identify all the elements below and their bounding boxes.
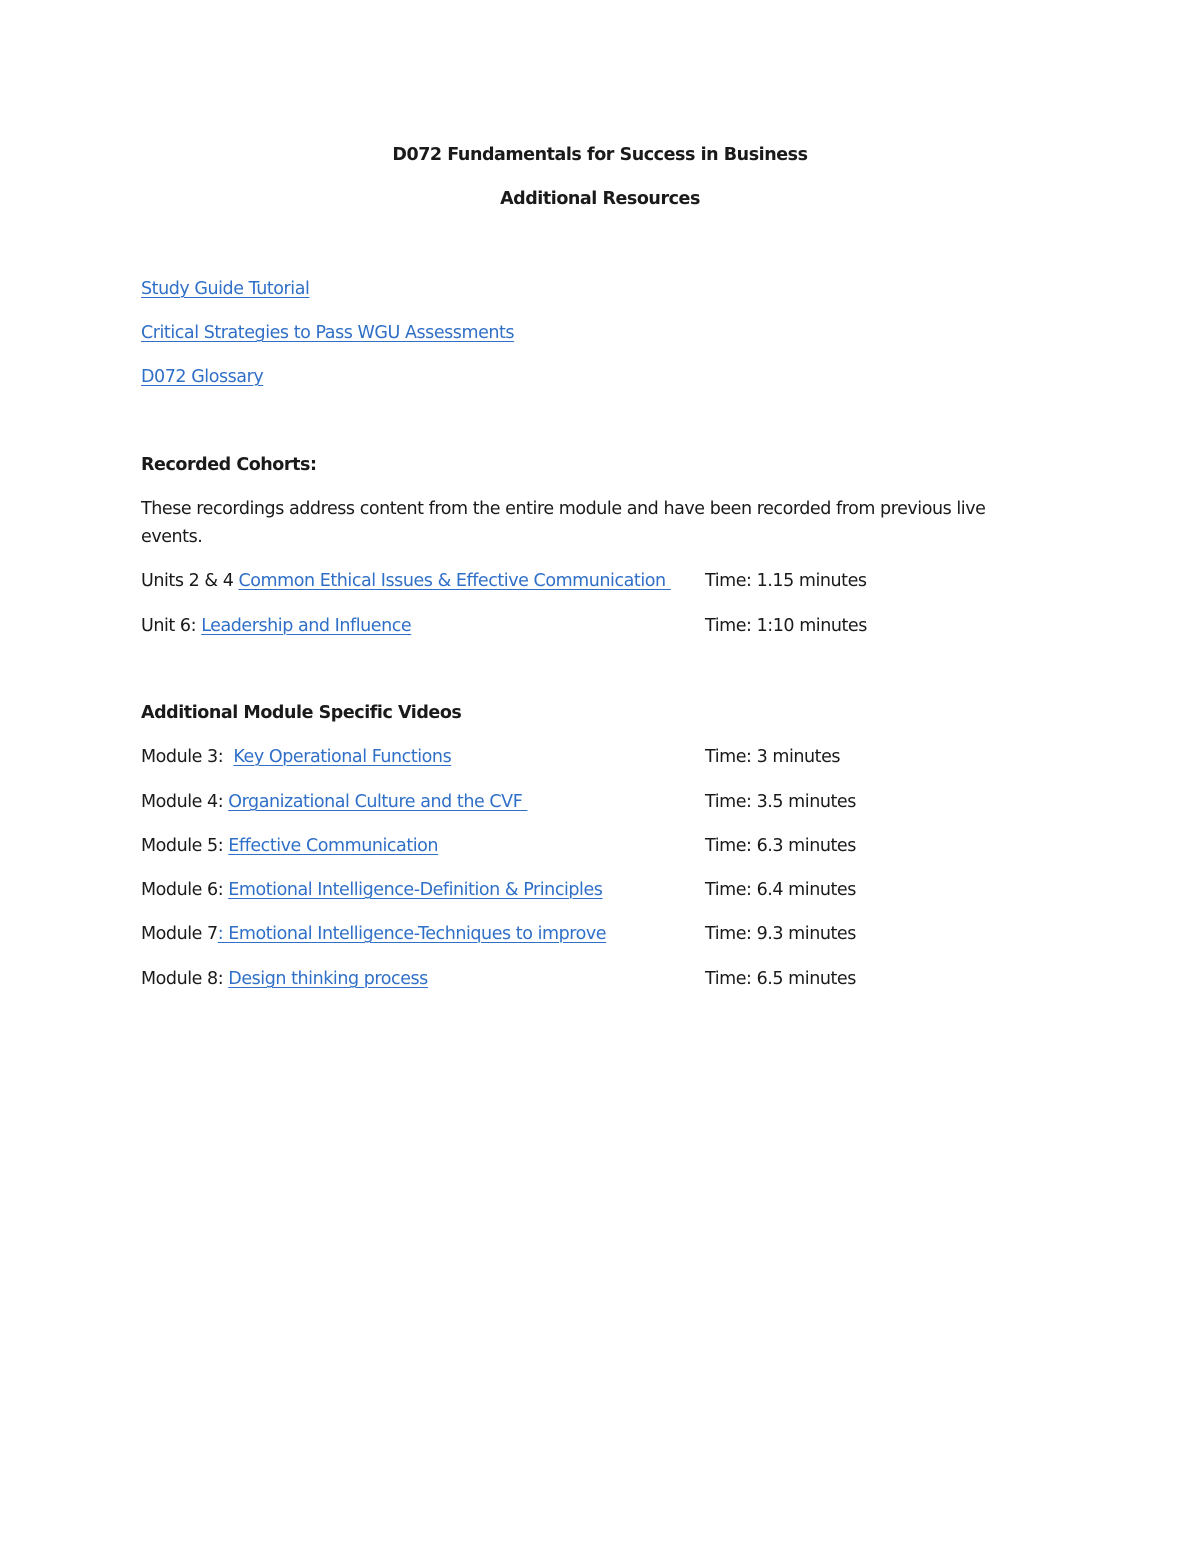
module-link[interactable]: Effective Communication (228, 836, 439, 856)
module-prefix: Module 4: (141, 792, 229, 812)
module-time: Time: 6.5 minutes (705, 969, 856, 989)
cohort-prefix: Units 2 & 4 (141, 571, 239, 591)
cohort-time: Time: 1:10 minutes (705, 616, 867, 636)
module-time: Time: 6.3 minutes (705, 836, 856, 856)
module-row (141, 965, 428, 993)
module-prefix: Module 6: (141, 880, 229, 900)
recorded-cohorts-heading: Recorded Cohorts: (141, 455, 317, 475)
document-title: D072 Fundamentals for Success in Business (392, 145, 808, 165)
module-prefix: Module 7 (141, 924, 218, 944)
module-row (141, 920, 606, 948)
module-link[interactable]: : Emotional Intelligence-Techniques to improve (217, 924, 607, 944)
module-row (141, 743, 451, 771)
module-time: Time: 6.4 minutes (705, 880, 856, 900)
link-text[interactable]: D072 Glossary (141, 367, 264, 387)
module-row (141, 876, 602, 904)
link-glossary[interactable] (141, 363, 263, 391)
cohort-time: Time: 1.15 minutes (705, 571, 867, 591)
module-row (141, 832, 438, 860)
cohort-row (141, 567, 671, 595)
link-text[interactable]: Critical Strategies to Pass WGU Assessments (141, 323, 515, 343)
module-prefix: Module 3: (141, 747, 234, 767)
cohort-link[interactable]: Common Ethical Issues & Effective Communication (238, 571, 671, 591)
cohort-row (141, 612, 411, 640)
module-link[interactable]: Emotional Intelligence-Definition & Principles (228, 880, 603, 900)
cohort-link[interactable]: Leadership and Influence (201, 616, 412, 636)
module-time: Time: 9.3 minutes (705, 924, 856, 944)
module-link[interactable]: Key Operational Functions (233, 747, 452, 767)
link-study-guide-tutorial[interactable] (141, 275, 309, 303)
module-link[interactable]: Organizational Culture and the CVF (228, 792, 528, 812)
module-prefix: Module 5: (141, 836, 229, 856)
module-time: Time: 3 minutes (705, 747, 841, 767)
module-prefix: Module 8: (141, 969, 229, 989)
link-critical-strategies[interactable] (141, 319, 514, 347)
module-videos-heading: Additional Module Specific Videos (141, 703, 462, 723)
module-row (141, 788, 527, 816)
module-time: Time: 3.5 minutes (705, 792, 856, 812)
document-subtitle: Additional Resources (500, 189, 700, 209)
link-text[interactable]: Study Guide Tutorial (141, 279, 310, 299)
recorded-cohorts-description: These recordings address content from the entire module and have been recorded from previous live events. (141, 499, 986, 547)
cohort-prefix: Unit 6: (141, 616, 202, 636)
module-link[interactable]: Design thinking process (228, 969, 428, 989)
